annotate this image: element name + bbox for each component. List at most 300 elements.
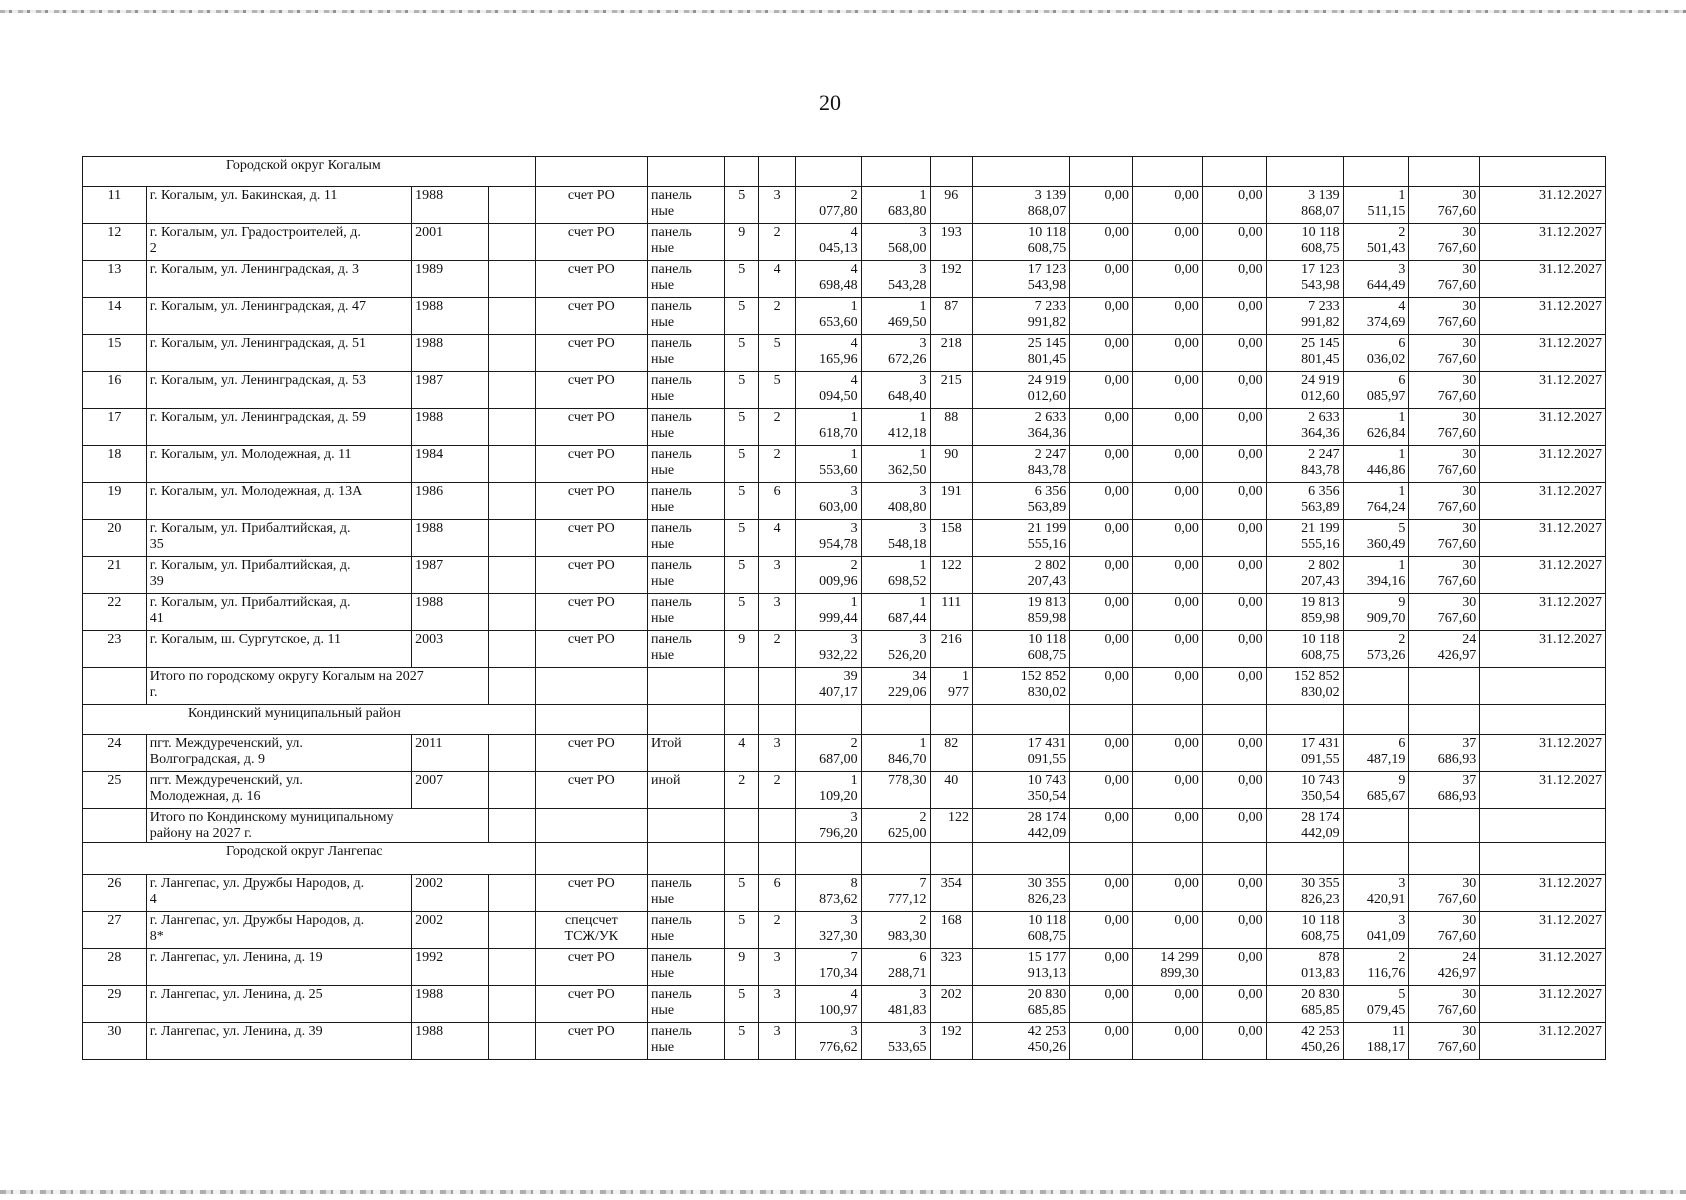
floors: 5 [724, 1023, 758, 1060]
limit-cost-per-sqm: 30 767,60 [1409, 483, 1480, 520]
account-type: счет РО [535, 631, 647, 668]
funds-owners: 7 233 991,82 [1266, 298, 1343, 335]
table-row [83, 446, 1606, 483]
address: г. Когалым, ул. Прибалтийская, д. 39 [146, 557, 411, 594]
residents: 216 [930, 631, 973, 668]
limit-cost-per-sqm: 30 767,60 [1409, 446, 1480, 483]
address: г. Когалым, ул. Молодежная, д. 11 [146, 446, 411, 483]
floors: 9 [724, 949, 758, 986]
living-area: 3 526,20 [861, 631, 930, 668]
year-built: 1988 [412, 335, 489, 372]
blank [489, 631, 536, 668]
account-type: счет РО [535, 594, 647, 631]
floors: 5 [724, 875, 758, 912]
funds-owners: 24 919 012,60 [1266, 372, 1343, 409]
blank [489, 187, 536, 224]
residents: 96 [930, 187, 973, 224]
total-funds-local: 0,00 [1202, 668, 1266, 705]
wall-material: панель ные [648, 298, 725, 335]
total-area: 1 618,70 [795, 409, 861, 446]
cost-total: 30 355 826,23 [973, 875, 1070, 912]
completion-date: 31.12.2027 [1480, 520, 1606, 557]
funds-local: 0,00 [1202, 1023, 1266, 1060]
limit-cost-per-sqm: 24 426,97 [1409, 631, 1480, 668]
blank [489, 594, 536, 631]
account-type: счет РО [535, 557, 647, 594]
residents: 88 [930, 409, 973, 446]
funds-federal: 0,00 [1070, 261, 1133, 298]
housing-register-table [82, 156, 1606, 1060]
completion-date: 31.12.2027 [1480, 409, 1606, 446]
limit-cost-per-sqm: 30 767,60 [1409, 912, 1480, 949]
empty-cell [535, 843, 647, 875]
floors: 5 [724, 520, 758, 557]
funds-federal: 0,00 [1070, 446, 1133, 483]
blank [489, 875, 536, 912]
completion-date: 31.12.2027 [1480, 986, 1606, 1023]
empty-cell [1266, 157, 1343, 187]
year-built: 1987 [412, 372, 489, 409]
total-area: 8 873,62 [795, 875, 861, 912]
wall-material: панель ные [648, 372, 725, 409]
entrances: 6 [759, 483, 795, 520]
cost-total: 2 247 843,78 [973, 446, 1070, 483]
living-area: 3 672,26 [861, 335, 930, 372]
cost-total: 15 177 913,13 [973, 949, 1070, 986]
empty-cell [1409, 809, 1480, 843]
funds-owners: 3 139 868,07 [1266, 187, 1343, 224]
funds-owners: 10 118 608,75 [1266, 631, 1343, 668]
floors: 5 [724, 298, 758, 335]
entrances: 3 [759, 735, 795, 772]
empty-cell [973, 705, 1070, 735]
cost-total: 2 633 364,36 [973, 409, 1070, 446]
row-number: 27 [83, 912, 147, 949]
row-number: 12 [83, 224, 147, 261]
total-funds-federal: 0,00 [1070, 668, 1133, 705]
completion-date: 31.12.2027 [1480, 372, 1606, 409]
section-title-cell [83, 705, 536, 735]
funds-local: 0,00 [1202, 557, 1266, 594]
entrances: 3 [759, 986, 795, 1023]
total-total-area: 3 796,20 [795, 809, 861, 843]
address: г. Лангепас, ул. Ленина, д. 39 [146, 1023, 411, 1060]
empty-cell [1343, 809, 1409, 843]
total-area: 3 932,22 [795, 631, 861, 668]
table-row [83, 261, 1606, 298]
living-area: 3 408,80 [861, 483, 930, 520]
empty-cell [1343, 843, 1409, 875]
empty-cell [1202, 157, 1266, 187]
total-area: 4 100,97 [795, 986, 861, 1023]
funds-local: 0,00 [1202, 409, 1266, 446]
funds-local: 0,00 [1202, 224, 1266, 261]
funds-regional: 0,00 [1133, 187, 1203, 224]
living-area: 3 533,65 [861, 1023, 930, 1060]
funds-owners: 30 355 826,23 [1266, 875, 1343, 912]
completion-date: 31.12.2027 [1480, 187, 1606, 224]
address: г. Когалым, ул. Прибалтийская, д. 35 [146, 520, 411, 557]
account-type: счет РО [535, 261, 647, 298]
total-area: 4 094,50 [795, 372, 861, 409]
account-type: счет РО [535, 986, 647, 1023]
funds-federal: 0,00 [1070, 912, 1133, 949]
blank [489, 298, 536, 335]
total-living-area: 34 229,06 [861, 668, 930, 705]
funds-federal: 0,00 [1070, 224, 1133, 261]
cost-per-sqm: 1 394,16 [1343, 557, 1409, 594]
floors: 5 [724, 557, 758, 594]
account-type: счет РО [535, 298, 647, 335]
funds-regional: 0,00 [1133, 446, 1203, 483]
living-area: 3 543,28 [861, 261, 930, 298]
limit-cost-per-sqm: 37 686,93 [1409, 772, 1480, 809]
row-number: 30 [83, 1023, 147, 1060]
empty-cell [1133, 705, 1203, 735]
empty-cell [83, 668, 147, 705]
funds-local: 0,00 [1202, 949, 1266, 986]
total-row [83, 668, 1606, 705]
entrances: 3 [759, 1023, 795, 1060]
row-number: 24 [83, 735, 147, 772]
empty-cell [648, 668, 725, 705]
living-area: 3 481,83 [861, 986, 930, 1023]
living-area: 7 777,12 [861, 875, 930, 912]
total-label: Итого по городскому округу Когалым на 2027 г. [146, 668, 488, 705]
table-row [83, 631, 1606, 668]
blank [489, 335, 536, 372]
empty-cell [759, 809, 795, 843]
residents: 192 [930, 1023, 973, 1060]
address: г. Когалым, ш. Сургутское, д. 11 [146, 631, 411, 668]
funds-owners: 19 813 859,98 [1266, 594, 1343, 631]
wall-material: панель ные [648, 949, 725, 986]
empty-cell [1202, 705, 1266, 735]
blank [489, 1023, 536, 1060]
address: г. Когалым, ул. Ленинградская, д. 51 [146, 335, 411, 372]
empty-cell [973, 157, 1070, 187]
cost-per-sqm: 1 764,24 [1343, 483, 1409, 520]
year-built: 1988 [412, 298, 489, 335]
section-title: Городской округ Когалым [226, 158, 381, 173]
funds-federal: 0,00 [1070, 372, 1133, 409]
row-number: 20 [83, 520, 147, 557]
empty-cell [489, 809, 536, 843]
completion-date: 31.12.2027 [1480, 594, 1606, 631]
funds-owners: 878 013,83 [1266, 949, 1343, 986]
wall-material: Итой [648, 735, 725, 772]
account-type: счет РО [535, 520, 647, 557]
blank [489, 224, 536, 261]
year-built: 1986 [412, 483, 489, 520]
cost-total: 24 919 012,60 [973, 372, 1070, 409]
row-number: 17 [83, 409, 147, 446]
cost-per-sqm: 2 573,26 [1343, 631, 1409, 668]
wall-material: панель ные [648, 875, 725, 912]
table-row [83, 372, 1606, 409]
empty-cell [759, 668, 795, 705]
funds-local: 0,00 [1202, 986, 1266, 1023]
funds-federal: 0,00 [1070, 298, 1133, 335]
floors: 5 [724, 483, 758, 520]
completion-date: 31.12.2027 [1480, 912, 1606, 949]
funds-local: 0,00 [1202, 735, 1266, 772]
residents: 87 [930, 298, 973, 335]
wall-material: панель ные [648, 631, 725, 668]
empty-cell [724, 157, 758, 187]
table-row [83, 986, 1606, 1023]
funds-federal: 0,00 [1070, 483, 1133, 520]
total-residents: 1 977 [930, 668, 973, 705]
cost-per-sqm: 1 511,15 [1343, 187, 1409, 224]
address: г. Лангепас, ул. Ленина, д. 25 [146, 986, 411, 1023]
cost-total: 6 356 563,89 [973, 483, 1070, 520]
limit-cost-per-sqm: 30 767,60 [1409, 335, 1480, 372]
floors: 5 [724, 409, 758, 446]
empty-cell [1343, 705, 1409, 735]
page-number: 20 [819, 90, 841, 115]
total-funds-regional: 0,00 [1133, 809, 1203, 843]
limit-cost-per-sqm: 30 767,60 [1409, 187, 1480, 224]
row-number: 29 [83, 986, 147, 1023]
section-header-row [83, 843, 1606, 875]
limit-cost-per-sqm: 30 767,60 [1409, 261, 1480, 298]
table-row [83, 912, 1606, 949]
section-title: Кондинский муниципальный район [188, 706, 401, 721]
blank [489, 372, 536, 409]
entrances: 6 [759, 875, 795, 912]
total-area: 1 553,60 [795, 446, 861, 483]
account-type: счет РО [535, 335, 647, 372]
cost-per-sqm: 2 501,43 [1343, 224, 1409, 261]
total-area: 4 045,13 [795, 224, 861, 261]
floors: 9 [724, 224, 758, 261]
total-area: 3 776,62 [795, 1023, 861, 1060]
funds-regional: 0,00 [1133, 631, 1203, 668]
limit-cost-per-sqm: 30 767,60 [1409, 520, 1480, 557]
year-built: 2003 [412, 631, 489, 668]
total-funds-local: 0,00 [1202, 809, 1266, 843]
residents: 40 [930, 772, 973, 809]
residents: 111 [930, 594, 973, 631]
table-row [83, 409, 1606, 446]
funds-owners: 42 253 450,26 [1266, 1023, 1343, 1060]
account-type: счет РО [535, 772, 647, 809]
limit-cost-per-sqm: 30 767,60 [1409, 409, 1480, 446]
funds-regional: 14 299 899,30 [1133, 949, 1203, 986]
empty-cell [1070, 843, 1133, 875]
funds-regional: 0,00 [1133, 912, 1203, 949]
living-area: 1 846,70 [861, 735, 930, 772]
floors: 5 [724, 446, 758, 483]
completion-date: 31.12.2027 [1480, 735, 1606, 772]
entrances: 3 [759, 594, 795, 631]
funds-regional: 0,00 [1133, 298, 1203, 335]
table-row [83, 335, 1606, 372]
funds-local: 0,00 [1202, 372, 1266, 409]
limit-cost-per-sqm: 30 767,60 [1409, 986, 1480, 1023]
entrances: 2 [759, 298, 795, 335]
funds-owners: 20 830 685,85 [1266, 986, 1343, 1023]
entrances: 4 [759, 520, 795, 557]
address: пгт. Междуреченский, ул. Молодежная, д. 16 [146, 772, 411, 809]
address: г. Когалым, ул. Молодежная, д. 13А [146, 483, 411, 520]
row-number: 11 [83, 187, 147, 224]
funds-local: 0,00 [1202, 594, 1266, 631]
total-area: 2 077,80 [795, 187, 861, 224]
total-area: 1 999,44 [795, 594, 861, 631]
empty-cell [1070, 157, 1133, 187]
limit-cost-per-sqm: 24 426,97 [1409, 949, 1480, 986]
funds-regional: 0,00 [1133, 594, 1203, 631]
year-built: 1987 [412, 557, 489, 594]
living-area: 3 548,18 [861, 520, 930, 557]
total-area: 1 109,20 [795, 772, 861, 809]
blank [489, 483, 536, 520]
funds-federal: 0,00 [1070, 335, 1133, 372]
living-area: 1 683,80 [861, 187, 930, 224]
year-built: 1988 [412, 187, 489, 224]
empty-cell [648, 809, 725, 843]
funds-regional: 0,00 [1133, 557, 1203, 594]
address: г. Когалым, ул. Градостроителей, д. 2 [146, 224, 411, 261]
cost-total: 3 139 868,07 [973, 187, 1070, 224]
empty-cell [1266, 705, 1343, 735]
funds-owners: 2 247 843,78 [1266, 446, 1343, 483]
entrances: 2 [759, 446, 795, 483]
row-number: 14 [83, 298, 147, 335]
empty-cell [724, 809, 758, 843]
completion-date: 31.12.2027 [1480, 1023, 1606, 1060]
blank [489, 409, 536, 446]
blank [489, 772, 536, 809]
completion-date: 31.12.2027 [1480, 949, 1606, 986]
total-residents: 122 [930, 809, 973, 843]
funds-local: 0,00 [1202, 483, 1266, 520]
completion-date: 31.12.2027 [1480, 298, 1606, 335]
address: г. Лангепас, ул. Ленина, д. 19 [146, 949, 411, 986]
cost-per-sqm: 1 446,86 [1343, 446, 1409, 483]
total-cost-total: 28 174 442,09 [973, 809, 1070, 843]
cost-total: 20 830 685,85 [973, 986, 1070, 1023]
empty-cell [535, 157, 647, 187]
section-title-cell [83, 843, 536, 875]
account-type: счет РО [535, 1023, 647, 1060]
total-cost-total: 152 852 830,02 [973, 668, 1070, 705]
empty-cell [759, 157, 795, 187]
entrances: 2 [759, 631, 795, 668]
residents: 218 [930, 335, 973, 372]
funds-owners: 10 743 350,54 [1266, 772, 1343, 809]
living-area: 6 288,71 [861, 949, 930, 986]
blank [489, 557, 536, 594]
wall-material: панель ные [648, 335, 725, 372]
living-area: 1 412,18 [861, 409, 930, 446]
year-built: 1988 [412, 986, 489, 1023]
empty-cell [1480, 157, 1606, 187]
year-built: 1988 [412, 520, 489, 557]
row-number: 25 [83, 772, 147, 809]
entrances: 2 [759, 912, 795, 949]
empty-cell [724, 843, 758, 875]
section-title: Городской округ Лангепас [226, 844, 383, 859]
wall-material: панель ные [648, 261, 725, 298]
entrances: 4 [759, 261, 795, 298]
completion-date: 31.12.2027 [1480, 446, 1606, 483]
total-area: 3 603,00 [795, 483, 861, 520]
limit-cost-per-sqm: 30 767,60 [1409, 557, 1480, 594]
wall-material: панель ные [648, 986, 725, 1023]
year-built: 1988 [412, 594, 489, 631]
entrances: 5 [759, 335, 795, 372]
empty-cell [973, 843, 1070, 875]
floors: 5 [724, 335, 758, 372]
empty-cell [795, 843, 861, 875]
funds-local: 0,00 [1202, 631, 1266, 668]
residents: 168 [930, 912, 973, 949]
empty-cell [759, 705, 795, 735]
cost-per-sqm: 4 374,69 [1343, 298, 1409, 335]
year-built: 1988 [412, 1023, 489, 1060]
funds-owners: 10 118 608,75 [1266, 224, 1343, 261]
year-built: 2001 [412, 224, 489, 261]
cost-per-sqm: 11 188,17 [1343, 1023, 1409, 1060]
blank [489, 261, 536, 298]
funds-federal: 0,00 [1070, 187, 1133, 224]
funds-regional: 0,00 [1133, 1023, 1203, 1060]
wall-material: панель ные [648, 483, 725, 520]
completion-date: 31.12.2027 [1480, 483, 1606, 520]
funds-owners: 21 199 555,16 [1266, 520, 1343, 557]
empty-cell [1480, 668, 1606, 705]
year-built: 2002 [412, 912, 489, 949]
account-type: счет РО [535, 372, 647, 409]
blank [489, 735, 536, 772]
completion-date: 31.12.2027 [1480, 875, 1606, 912]
empty-cell [795, 157, 861, 187]
residents: 323 [930, 949, 973, 986]
account-type: счет РО [535, 224, 647, 261]
entrances: 2 [759, 772, 795, 809]
residents: 215 [930, 372, 973, 409]
empty-cell [1409, 705, 1480, 735]
funds-local: 0,00 [1202, 875, 1266, 912]
floors: 5 [724, 912, 758, 949]
table-row [83, 298, 1606, 335]
account-type: счет РО [535, 735, 647, 772]
floors: 9 [724, 631, 758, 668]
funds-federal: 0,00 [1070, 949, 1133, 986]
cost-per-sqm: 1 626,84 [1343, 409, 1409, 446]
address: г. Когалым, ул. Ленинградская, д. 59 [146, 409, 411, 446]
wall-material: иной [648, 772, 725, 809]
limit-cost-per-sqm: 30 767,60 [1409, 224, 1480, 261]
funds-local: 0,00 [1202, 446, 1266, 483]
account-type: спецсчет ТСЖ/УК [535, 912, 647, 949]
row-number: 19 [83, 483, 147, 520]
cost-total: 10 743 350,54 [973, 772, 1070, 809]
funds-regional: 0,00 [1133, 520, 1203, 557]
floors: 5 [724, 372, 758, 409]
entrances: 3 [759, 187, 795, 224]
floors: 5 [724, 261, 758, 298]
floors: 2 [724, 772, 758, 809]
limit-cost-per-sqm: 30 767,60 [1409, 875, 1480, 912]
cost-total: 42 253 450,26 [973, 1023, 1070, 1060]
funds-regional: 0,00 [1133, 735, 1203, 772]
empty-cell [795, 705, 861, 735]
address: г. Лангепас, ул. Дружбы Народов, д. 8* [146, 912, 411, 949]
